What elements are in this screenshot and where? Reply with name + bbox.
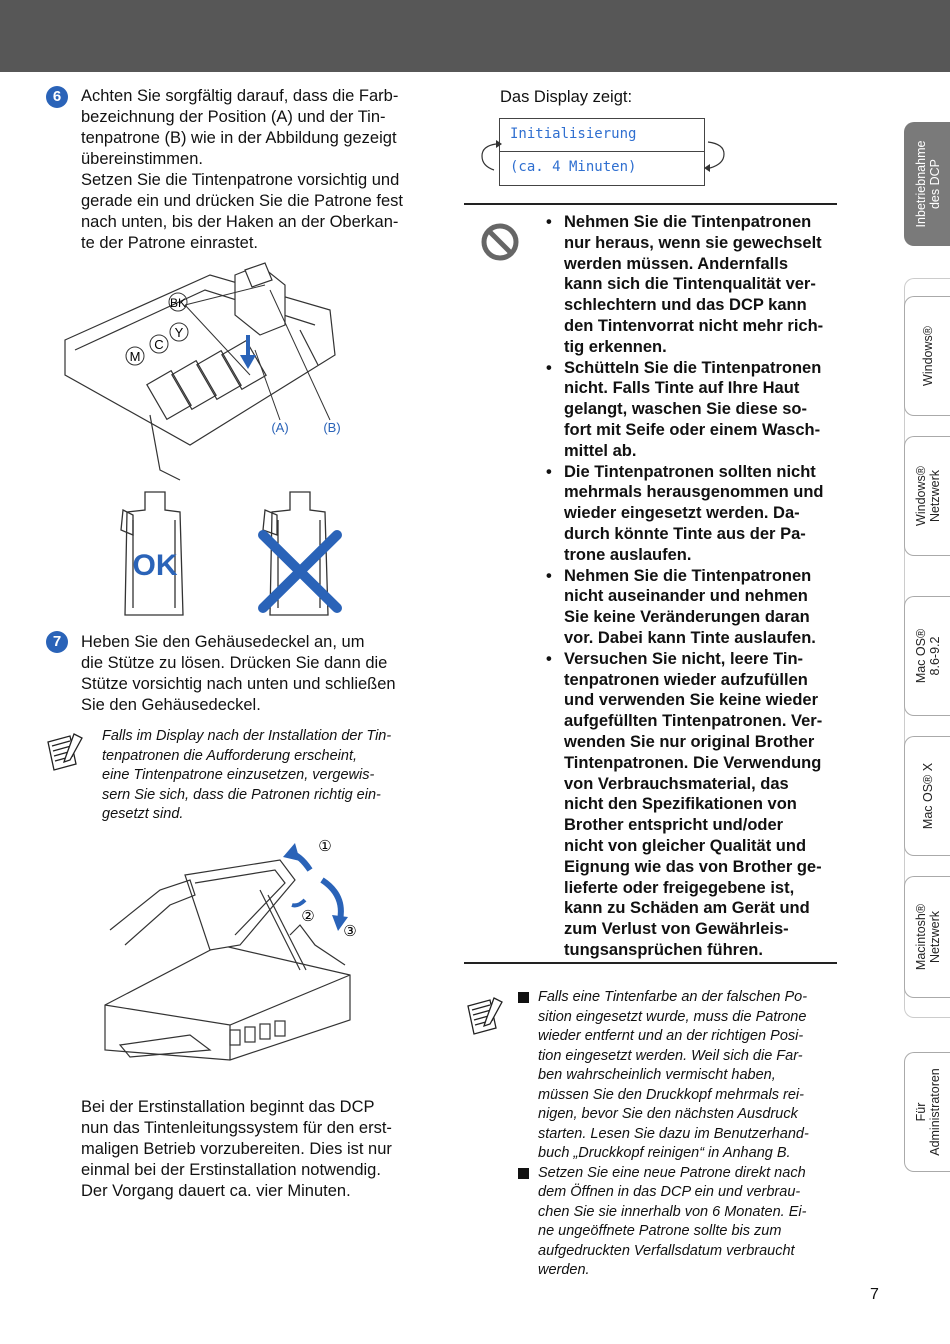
list-item (546, 462, 844, 566)
list-item (546, 212, 844, 358)
text-line: den Tintenvorrat nicht mehr rich- (564, 316, 824, 335)
text-line: Versuchen Sie nicht, leere Tin- (564, 649, 804, 668)
label-a: (A) (271, 420, 289, 435)
list-item (518, 988, 836, 1164)
note1-text (102, 727, 427, 825)
step-label-2: ② (301, 907, 315, 925)
text-line: tig erkennen. (564, 337, 667, 356)
text-line: Falls eine Tintenfarbe an der falschen Po- (538, 989, 808, 1005)
text-line: nicht auseinander und nehmen (564, 587, 808, 606)
square-bullet-icon (518, 992, 529, 1003)
text-line: Heben Sie den Gehäusedeckel an, um (81, 633, 365, 651)
bullet: • (546, 358, 552, 377)
text-line: tenpatronen wieder aufzufüllen (564, 670, 808, 689)
text-line: Setzen Sie die Tintenpatrone vorsichtig und (81, 171, 400, 189)
text-line: tenpatronen die Aufforderung erscheint, (102, 747, 357, 764)
tab-label: Mac OS® X (920, 762, 935, 830)
text-line: nicht den Spezifikationen von (564, 795, 797, 814)
tab-setup-dcp[interactable] (904, 122, 950, 246)
text-line: ben wahrscheinlich vermischt haben, (538, 1067, 776, 1083)
text-line: bezeichnung der Position (A) und der Tin- (81, 108, 386, 126)
step7-text (81, 632, 426, 716)
text-line: einmal bei der Erstinstallation notwendig. (81, 1161, 381, 1179)
text-line: zum Verlust von Gewährleis- (564, 920, 789, 939)
scanner-cover-illustration (100, 835, 370, 1065)
list-item (546, 566, 844, 649)
text-line: Brother entspricht und/oder (564, 816, 784, 835)
text-line: wieder eingesetzt werden. Da- (564, 504, 800, 523)
text-line: Achten Sie sorgfältig darauf, dass die Farb- (81, 87, 399, 105)
text-line: Schütteln Sie die Tintenpatronen (564, 358, 822, 377)
cartridge-insertion-illustration (60, 255, 350, 485)
text-line: Setzen Sie eine neue Patrone direkt nach (538, 1164, 806, 1181)
text-line: übereinstimmen. (81, 150, 203, 168)
cartridge-orientation-illustration (115, 490, 355, 620)
text-line: wenden Sie nur original Brother (564, 732, 815, 751)
text-line: nur heraus, wenn sie gewechselt (564, 233, 822, 252)
text-line: maligen Betrieb vorzubereiten. Dies ist nur (81, 1140, 392, 1158)
text-line: eine Tintenpatrone einzusetzen, vergewis- (102, 767, 375, 783)
text-line: Falls im Display nach der Installation der Tin- (102, 728, 392, 744)
text-line: Der Vorgang dauert ca. vier Minuten. (81, 1182, 351, 1200)
tab-label: Macintosh® Netzwerk (913, 903, 942, 971)
note-pencil-icon (464, 994, 506, 1036)
text-line: Nehmen Sie die Tintenpatronen (564, 566, 812, 585)
text-line: nigen, bevor Sie den nächsten Ausdruck (538, 1106, 798, 1122)
text-line: gesetzt sind. (102, 806, 184, 822)
label-bk: BK (169, 296, 187, 310)
tab-label: Windows® Netzwerk (913, 466, 942, 526)
text-line: aufgefüllten Tintenpatronen. Ver- (564, 712, 823, 731)
text-line: te der Patrone einrastet. (81, 234, 259, 252)
initialization-text (81, 1097, 426, 1202)
text-line: mittel ab. (564, 441, 637, 460)
text-line: tion eingesetzt werden. Weil sich die Far- (538, 1047, 803, 1064)
text-line: kann zu Schäden am Gerät und (564, 899, 810, 918)
display-label: Das Display zeigt: (500, 88, 633, 106)
text-line: Stütze vorsichtig nach unten und schließen (81, 675, 396, 693)
text-line: schlechtern und das DCP kann (564, 296, 807, 315)
text-line: Bei der Erstinstallation beginnt das DCP (81, 1098, 375, 1116)
prohibited-icon (480, 222, 520, 262)
text-line: nicht. Falls Tinte auf Ihre Haut (564, 379, 800, 398)
step-number-7: 7 (46, 631, 68, 653)
text-line: werden. (538, 1262, 590, 1278)
text-line: kann sich die Tintenqualität ver- (564, 275, 816, 294)
text-line: dem Öffnen in das DCP ein und verbrau- (538, 1184, 801, 1200)
text-line: tungsansprüchen führen. (564, 940, 763, 959)
bullet: • (546, 649, 552, 668)
text-line: nun das Tintenleitungssystem für den erst- (81, 1119, 392, 1137)
square-bullet-icon (518, 1168, 529, 1179)
text-line: wieder entfernt und an der richtigen Posi- (538, 1028, 804, 1044)
step-label-3: ③ (343, 922, 357, 940)
text-line: starten. Lesen Sie dazu im Benutzerhand- (538, 1125, 809, 1142)
text-line: die Stütze zu lösen. Drücken Sie dann die (81, 654, 388, 672)
list-item (518, 1164, 836, 1281)
list-item (546, 649, 844, 961)
text-line: chen Sie sie innerhalb von 6 Monaten. Ei- (538, 1203, 807, 1220)
tab-label: Mac OS® 8.6-9.2 (913, 628, 942, 684)
text-line: Eignung wie das von Brother ge- (564, 857, 822, 876)
text-line: sern Sie sich, dass die Patronen richtig ein- (102, 786, 381, 803)
tab-mac-os-9[interactable] (904, 596, 950, 716)
warning-list (546, 212, 844, 961)
note-list (518, 988, 836, 1281)
label-m: M (129, 349, 141, 364)
text-line: gerade ein und drücken Sie die Patrone fest (81, 192, 403, 210)
text-line: ne ungeöffnete Patrone sollte bis zum (538, 1223, 782, 1239)
text-line: aufgedruckten Verfallsdatum verbraucht (538, 1242, 795, 1259)
display-cycle-arrows (476, 138, 730, 174)
tab-windows[interactable] (904, 296, 950, 416)
tab-label: Windows® (920, 326, 935, 386)
label-y: Y (174, 325, 184, 340)
step-label-1: ① (318, 837, 332, 855)
text-line: Sie den Gehäusedeckel. (81, 696, 261, 714)
text-line: Sie keine Veränderungen daran (564, 608, 810, 627)
bullet: • (546, 462, 552, 481)
bullet: • (546, 213, 552, 231)
text-line: lieferte oder freigegebene ist, (564, 878, 795, 897)
text-line: fort mit Seife oder einem Wasch- (564, 420, 821, 439)
text-line: werden müssen. Andernfalls (564, 254, 789, 273)
tab-label: Für Administratoren (913, 1068, 942, 1156)
text-line: Tintenpatronen. Die Verwendung (564, 753, 822, 772)
text-line: buch „Druckkopf reinigen“ in Anhang B. (538, 1145, 791, 1161)
text-line: und verwenden Sie keine wieder (564, 691, 819, 710)
text-line: nicht von gleicher Qualität und (564, 836, 807, 855)
header-bar (0, 0, 950, 72)
step6-text (81, 86, 426, 254)
step-number-6: 6 (46, 86, 68, 108)
text-line: trone auslaufen. (564, 545, 692, 564)
tab-administrators[interactable] (904, 1052, 950, 1172)
text-line: gelangt, waschen Sie diese so- (564, 400, 807, 419)
ok-label: OK (132, 549, 178, 582)
text-line: Die Tintenpatronen sollten nicht (564, 462, 816, 481)
lcd-row-2: (ca. 4 Minuten) (510, 159, 637, 175)
divider (464, 203, 837, 205)
page-number: 7 (870, 1286, 879, 1303)
tab-macintosh-network[interactable] (904, 876, 950, 998)
note-pencil-icon (44, 730, 86, 772)
text-line: Nehmen Sie die Tintenpatronen (564, 213, 812, 231)
bullet: • (546, 566, 552, 585)
tab-windows-network[interactable] (904, 436, 950, 556)
text-line: vor. Dabei kann Tinte auslaufen. (564, 628, 816, 647)
divider (464, 962, 837, 964)
text-line: müssen Sie den Druckkopf mehrmals rei- (538, 1086, 804, 1103)
tab-label: Inbetriebnahme des DCP (913, 140, 942, 228)
text-line: durch könnte Tinte aus der Pa- (564, 524, 806, 543)
text-line: von Verbrauchsmaterial, das (564, 774, 789, 793)
label-b: (B) (323, 420, 341, 435)
list-item (546, 358, 844, 462)
text-line: tenpatrone (B) wie in der Abbildung gezeigt (81, 129, 397, 147)
text-line: sition eingesetzt wurde, muss die Patrone (538, 1008, 807, 1025)
tab-mac-os-x[interactable] (904, 736, 950, 856)
label-c: C (154, 337, 164, 352)
wrong-cross-icon (263, 535, 337, 608)
text-line: nach unten, bis der Haken an der Oberkan- (81, 213, 399, 231)
text-line: mehrmals herausgenommen und (564, 483, 824, 502)
lcd-row-1: Initialisierung (500, 119, 704, 152)
